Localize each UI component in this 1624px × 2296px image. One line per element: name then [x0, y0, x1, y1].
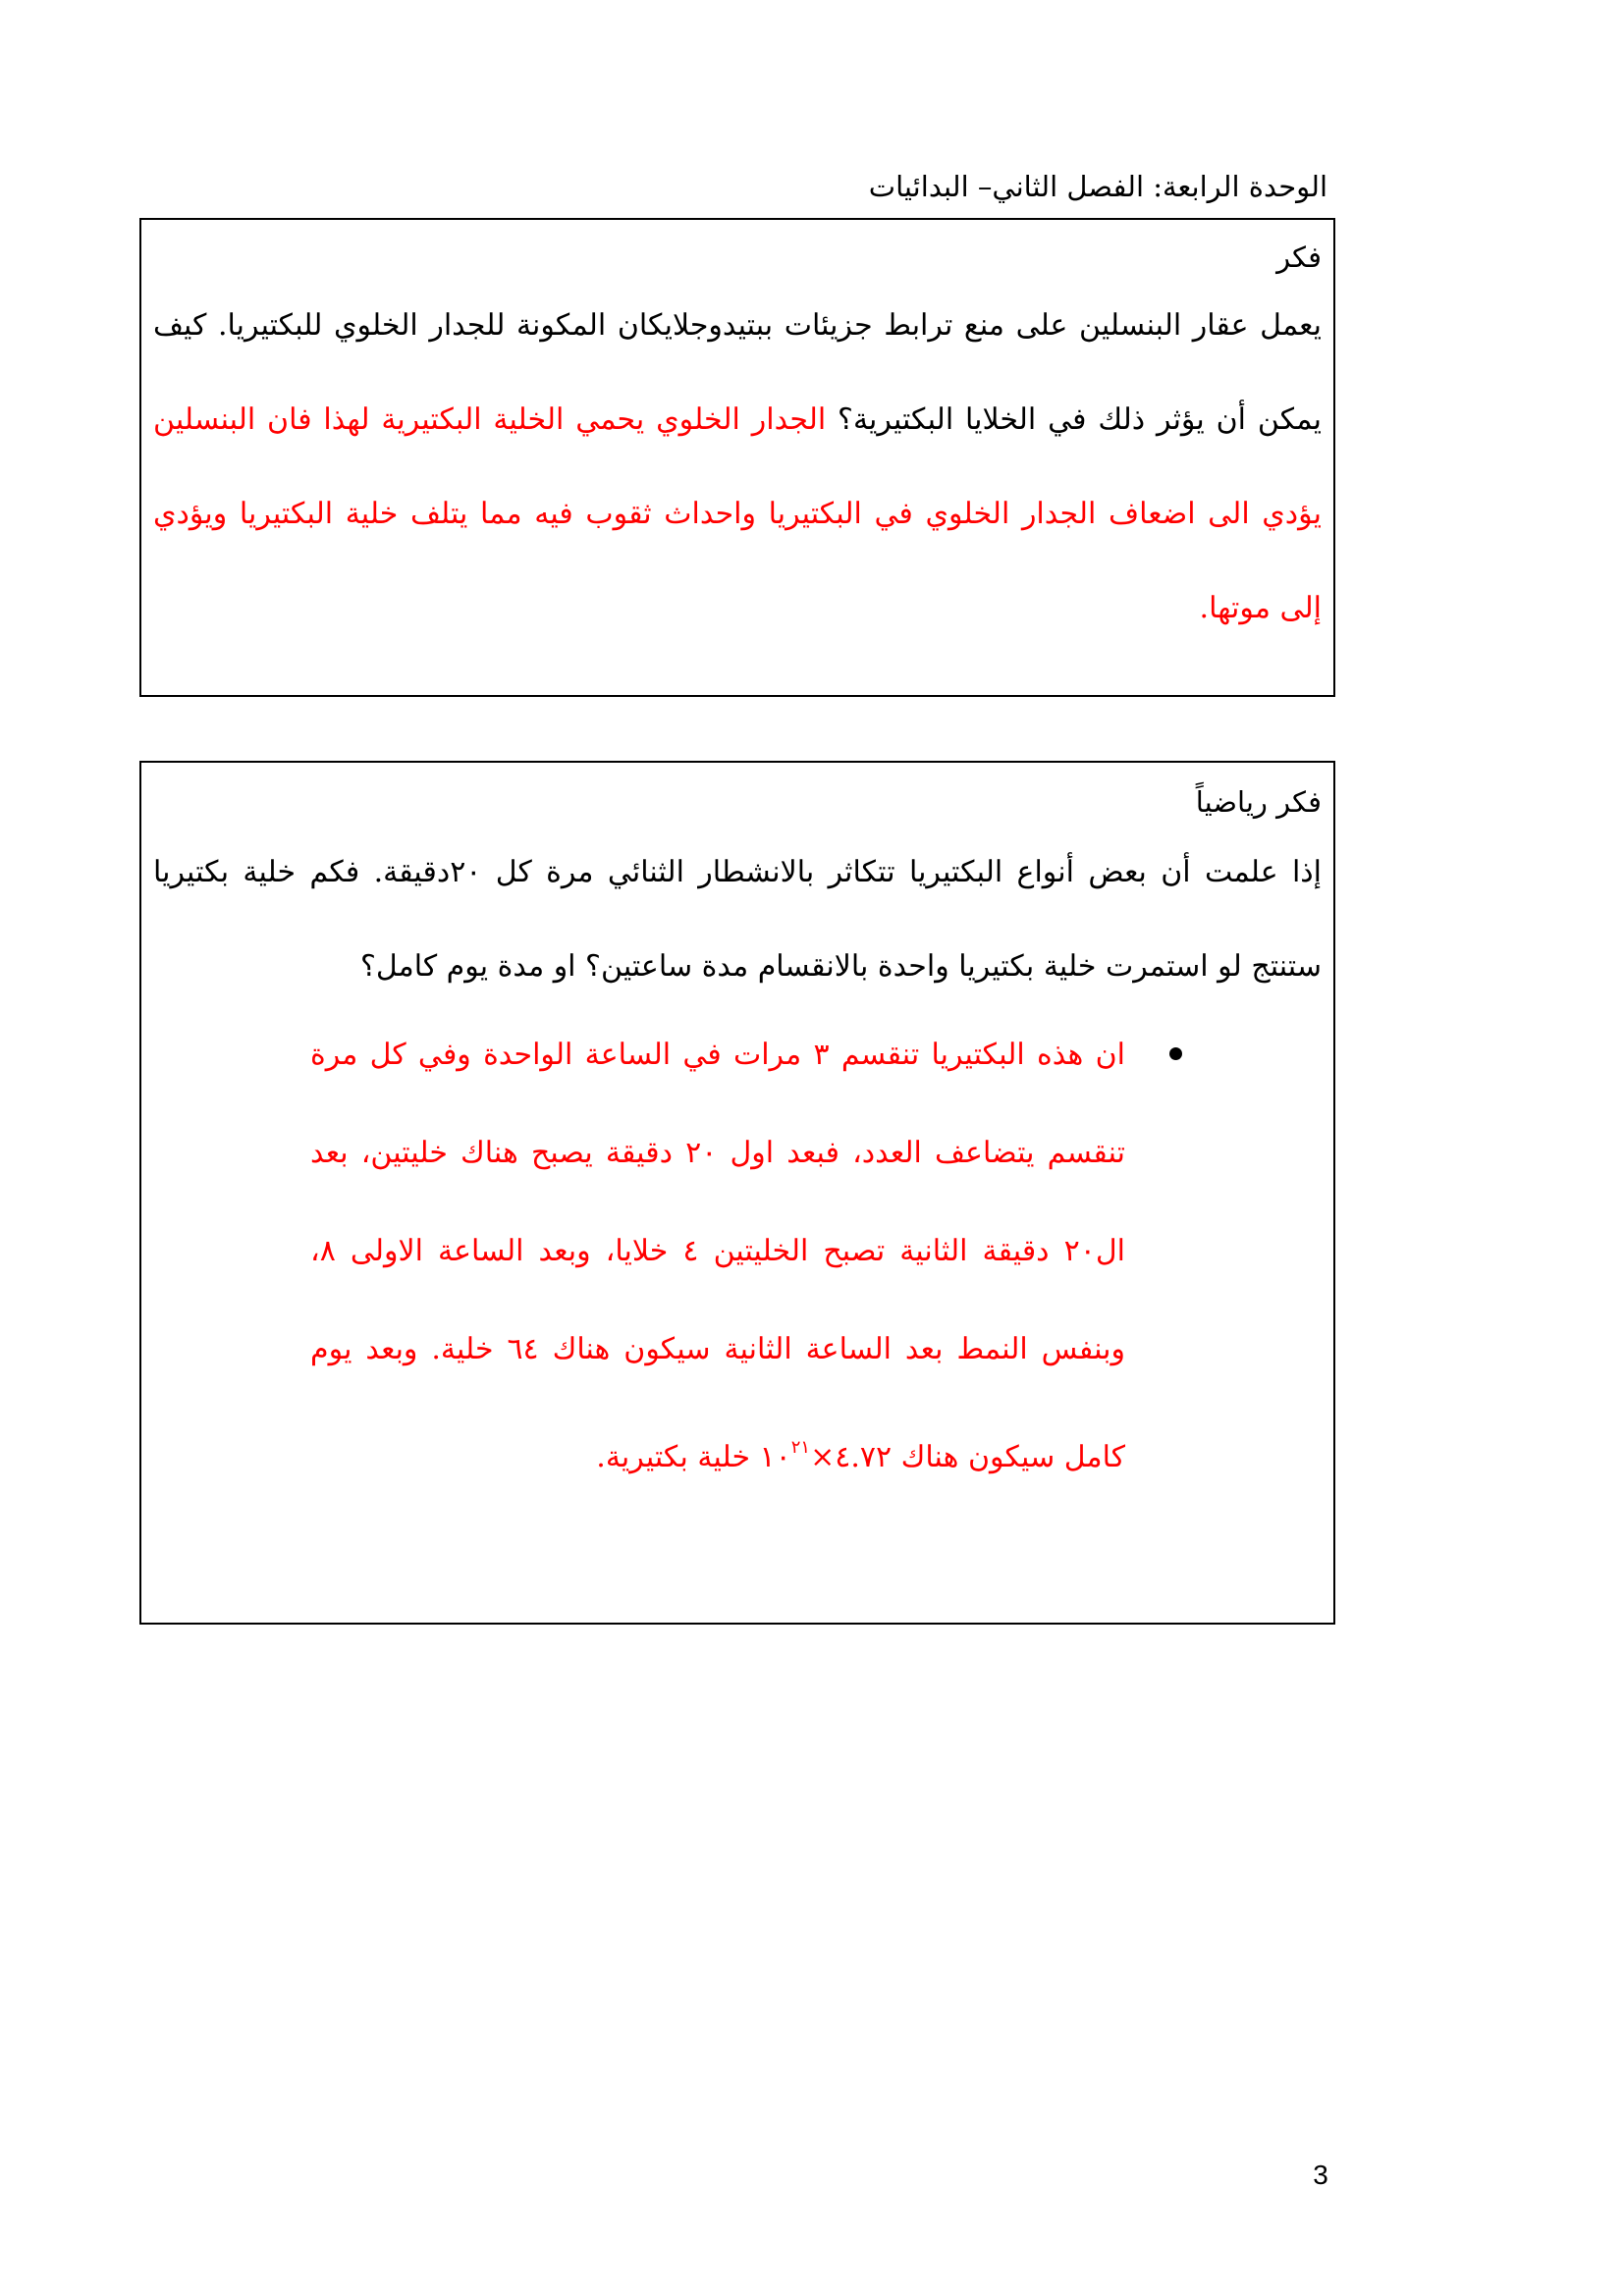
- think-question: يعمل عقار البنسلين على منع ترابط جزيئات ببتيدوجلايكان المكونة للجدار الخلوي للبكتيريا. كيف يمكن أن يؤثر ذلك في الخلايا البكتيرية؟: [153, 308, 1322, 437]
- math-think-box: [139, 761, 1335, 1625]
- math-think-box-title: فكر رياضياً: [1195, 785, 1322, 819]
- math-answer-text-end: خلية بكتيرية.: [596, 1440, 760, 1474]
- math-answer-text: ان هذه البكتيريا تنقسم ٣ مرات في الساعة الواحدة وفي كل مرة تنقسم يتضاعف العدد، فبعد اول ٢٠ دقيقة يصبح هناك خليتين، بعد ال٢٠ دقيقة الثانية تصبح الخليتين ٤ خلايا، وبعد الساعة الاولى ٨، وبنفس النمط بعد الساعة الثانية سيكون هناك ٦٤ خلية. وبعد يوم كامل سيكون هناك: [310, 1038, 1126, 1474]
- math-answer-list: [310, 1006, 1125, 1507]
- think-box: [139, 218, 1335, 697]
- math-answer-number: ٤.٧٢×١٠: [759, 1440, 893, 1474]
- think-box-body: [153, 279, 1322, 656]
- think-box-title: فكر: [1276, 240, 1322, 274]
- math-answer-item: [310, 1006, 1125, 1507]
- think-answer: الجدار الخلوي يحمي الخلية البكتيرية لهذا فان البنسلين يؤدي الى اضعاف الجدار الخلوي في البكتيريا واحداث ثقوب فيه مما يتلف خلية البكتيريا ويؤدي إلى موتها.: [153, 402, 1322, 625]
- page-header: الوحدة الرابعة: الفصل الثاني– البدائيات: [868, 170, 1327, 203]
- page-number: 3: [1313, 2160, 1328, 2190]
- math-think-question: إذا علمت أن بعض أنواع البكتيريا تتكاثر بالانشطار الثنائي مرة كل ٢٠دقيقة. فكم خلية بكتيريا ستنتج لو استمرت خلية بكتيريا واحدة بالانقسام مدة ساعتين؟ او مدة يوم كامل؟: [153, 855, 1323, 984]
- math-answer-exponent: ٢١: [790, 1437, 811, 1458]
- bullet-icon: [1169, 1047, 1182, 1060]
